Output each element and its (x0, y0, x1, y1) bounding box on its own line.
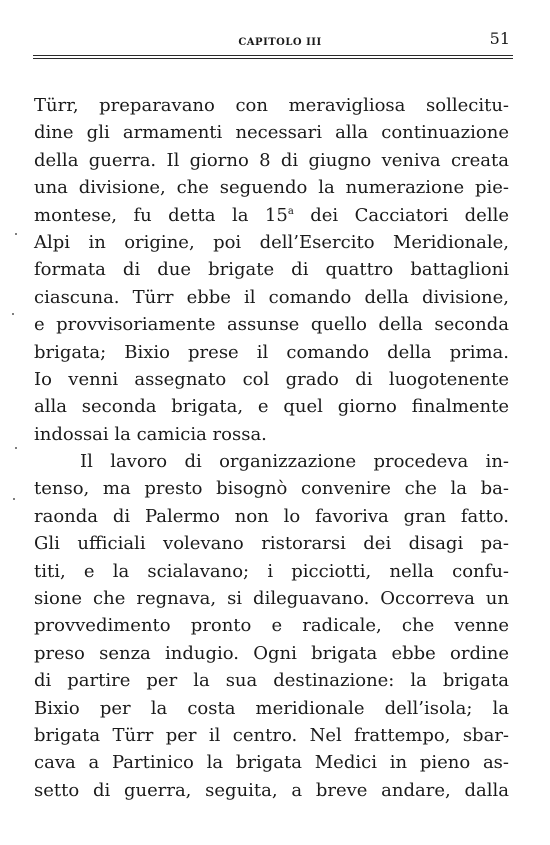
text-line: di partire per la sua destinazione: la brigata (34, 670, 509, 692)
page-header (0, 0, 550, 70)
text-line: Io venni assegnato col grado di luogotenente (34, 368, 509, 390)
header-rule-bottom (33, 58, 513, 59)
text-line: sione che regnava, si dileguavano. Occorreva un (34, 588, 509, 610)
text-line: setto di guerra, seguita, a breve andare, dalla (34, 779, 509, 801)
text-line: Alpi in origine, poi dell’Esercito Meridionale, (34, 231, 509, 253)
ordinal-superscript: a (287, 205, 294, 217)
text-line: raonda di Palermo non lo favoriva gran fatto. (34, 505, 509, 527)
chapter-title: CAPITOLO III (238, 37, 322, 48)
text-line: provvedimento pronto e radicale, che venne (34, 615, 509, 637)
text-line: Bixio per la costa meridionale dell’isola; la (34, 697, 509, 719)
text-line: alla seconda brigata, e quel giorno finalmente (34, 396, 509, 418)
text-line: Gli ufficiali volevano ristorarsi dei disagi pa- (34, 533, 509, 555)
text-line: Il lavoro di organizzazione procedeva in- (80, 451, 509, 473)
text-line: una divisione, che seguendo la numerazione pie- (34, 177, 509, 199)
scan-speck (15, 447, 17, 449)
header-rule-top (33, 55, 513, 56)
text-line: titi, e la scialavano; i picciotti, nella confu- (34, 560, 509, 582)
text-line: cava a Partinico la brigata Medici in pieno as- (34, 752, 509, 774)
scan-speck (15, 233, 17, 235)
page-number: 51 (489, 29, 510, 48)
paragraph-1 (34, 92, 509, 448)
scan-speck (12, 313, 14, 315)
text-line: Türr, preparavano con meravigliosa sollecitu- (34, 95, 509, 116)
text-fragment: montese, fu detta la 15 (34, 204, 288, 226)
text-line: ciascuna. Türr ebbe il comando della divisione, (34, 286, 509, 308)
text-line: preso senza indugio. Ogni brigata ebbe ordine (34, 642, 509, 664)
text-line: tenso, ma presto bisognò convenire che la ba- (34, 478, 509, 500)
text-line: della guerra. Il giorno 8 di giugno veniva creata (34, 149, 509, 171)
text-line: indossai la camicia rossa. (34, 423, 267, 445)
body-text (34, 92, 509, 804)
text-fragment: dei Cacciatori delle (293, 204, 510, 226)
paragraph-2 (34, 448, 509, 804)
text-line: e provvisoriamente assunse quello della seconda (34, 314, 509, 336)
text-line: dine gli armamenti necessari alla continuazione (34, 122, 509, 144)
text-line: formata di due brigate di quattro battaglioni (34, 259, 509, 281)
text-line: brigata; Bixio prese il comando della prima. (34, 341, 509, 363)
scan-speck (13, 498, 15, 500)
text-line: brigata Türr per il centro. Nel frattempo, sbar- (34, 724, 509, 746)
text-line (34, 202, 509, 229)
